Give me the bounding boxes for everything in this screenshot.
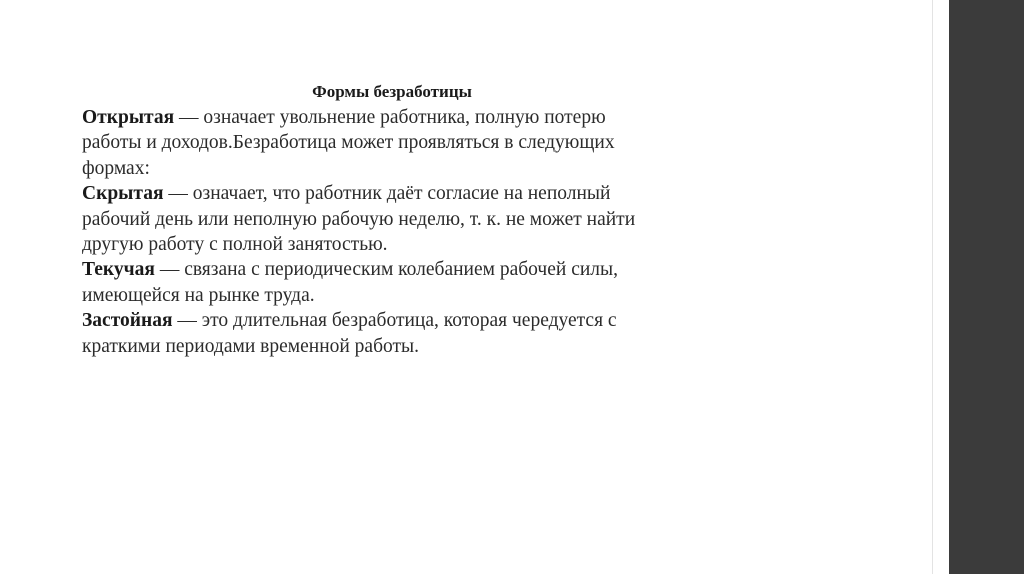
- text-line: краткими периодами временной работы.: [82, 335, 420, 357]
- text-line: — это длительная безработица, которая чередуется с: [172, 310, 617, 332]
- slide-title: Формы безработицы: [312, 82, 472, 101]
- term-stagnant: Застойная: [82, 310, 173, 332]
- term-hidden: Скрытая: [82, 183, 164, 205]
- text-line: — означает, что работник даёт согласие на неполный: [163, 183, 611, 205]
- term-open: Открытая: [82, 107, 175, 128]
- text-line: — означает увольнение работника, полную потерю: [174, 107, 606, 128]
- paragraph-stagnant-unemployment: [82, 308, 702, 359]
- text-line: работы и доходов.Безработица может проявляться в следующих: [82, 132, 615, 154]
- slide-body: [82, 105, 702, 359]
- paragraph-open-unemployment: [82, 105, 702, 181]
- paragraph-frictional-unemployment: [82, 257, 702, 308]
- text-line: другую работу с полной занятостью.: [82, 234, 388, 256]
- text-line: — связана с периодическим колебанием рабочей силы,: [154, 259, 618, 281]
- text-line: формах:: [82, 157, 150, 179]
- paragraph-hidden-unemployment: [82, 181, 702, 257]
- text-line: имеющейся на рынке труда.: [82, 284, 315, 306]
- slide-edge-divider: [932, 0, 933, 574]
- text-line: рабочий день или неполную рабочую неделю, т. к. не может найти: [82, 208, 636, 230]
- side-panel-bar: [949, 0, 1024, 574]
- term-frictional: Текучая: [82, 259, 155, 281]
